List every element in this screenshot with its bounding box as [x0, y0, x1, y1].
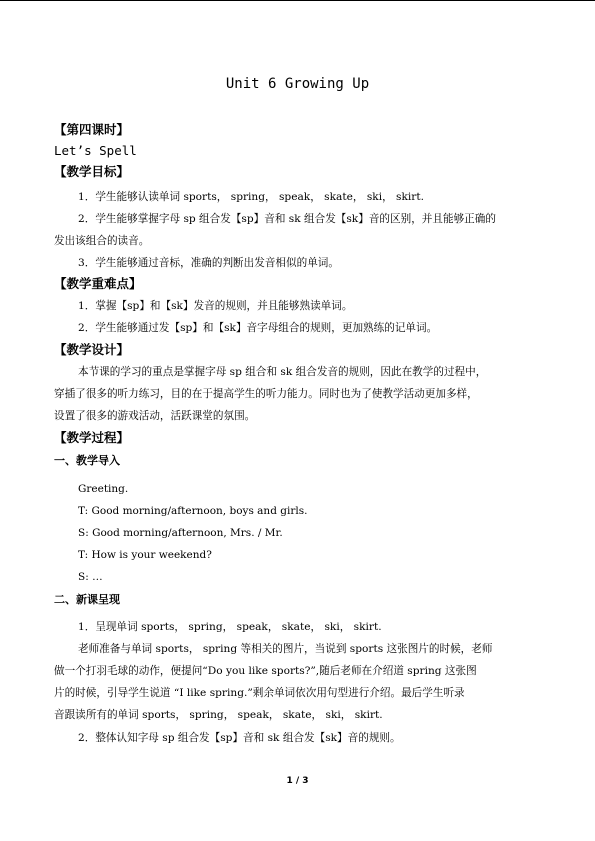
page-number: 1 / 3 — [286, 776, 309, 786]
dialog-teacher-2: T: How is your weekend? — [78, 549, 212, 561]
new-paragraph-line-3: 片的时候，引导学生说道 “I like spring.”剩余单词依次用句型进行介绍。最后学生听录 — [54, 687, 465, 699]
goal-2: 2．学生能够掌握字母 sp 组合发【sp】音和 sk 组合发【sk】音的区别，并且能够正确的 — [78, 213, 496, 225]
design-line-2: 穿插了很多的听力练习，目的在于提高学生的听力能力。同时也为了使教学活动更加多样， — [54, 388, 478, 400]
goals-heading: 【教学目标】 — [54, 164, 130, 179]
dialog-student-2: S: … — [78, 571, 103, 583]
goal-3: 3．学生能够通过音标，准确的判断出发音相似的单词。 — [78, 257, 339, 269]
new-item-1: 1．呈现单词 sports， spring， speak， skate， ski， skirt. — [78, 621, 382, 633]
key-point-2: 2．学生能够通过发【sp】和【sk】音字母组合的规则，更加熟练的记单词。 — [78, 322, 438, 334]
design-heading: 【教学设计】 — [54, 342, 130, 357]
lesson-heading: 【第四课时】 — [54, 122, 130, 137]
goal-2-cont: 发出该组合的读音。 — [54, 235, 150, 247]
dialog-student-1: S: Good morning/afternoon, Mrs. / Mr. — [78, 527, 283, 539]
document-title: Unit 6 Growing Up — [225, 76, 370, 92]
new-paragraph-line-4: 音跟读所有的单词 sports， spring， speak， skate， ski， skirt. — [54, 709, 383, 721]
section-new-heading: 二、新课呈现 — [54, 593, 120, 606]
key-point-1: 1．掌握【sp】和【sk】发音的规则，并且能够熟读单词。 — [78, 300, 353, 312]
new-paragraph-line-1: 老师准备与单词 sports， spring 等相关的图片，当说到 sports 这张图片的时候，老师 — [78, 643, 493, 655]
new-item-2: 2．整体认知字母 sp 组合发【sp】音和 sk 组合发【sk】音的规则。 — [78, 732, 401, 744]
lesson-subtitle: Let’s Spell — [54, 143, 137, 158]
greeting-line: Greeting. — [78, 483, 129, 495]
new-paragraph-line-2: 做一个打羽毛球的动作，便提问“Do you like sports?”,随后老师在介绍道 spring 这张图 — [54, 665, 477, 677]
process-heading: 【教学过程】 — [54, 430, 130, 445]
dialog-teacher-1: T: Good morning/afternoon, boys and girls. — [78, 505, 308, 517]
design-line-1: 本节课的学习的重点是掌握字母 sp 组合和 sk 组合发音的规则，因此在教学的过程中， — [78, 366, 487, 378]
key-points-heading: 【教学重难点】 — [54, 276, 142, 291]
design-line-3: 设置了很多的游戏活动，活跃课堂的氛围。 — [54, 410, 256, 422]
section-intro-heading: 一、教学导入 — [54, 454, 120, 467]
goal-1: 1．学生能够认读单词 sports， spring， speak， skate， ski， skirt. — [78, 191, 424, 203]
